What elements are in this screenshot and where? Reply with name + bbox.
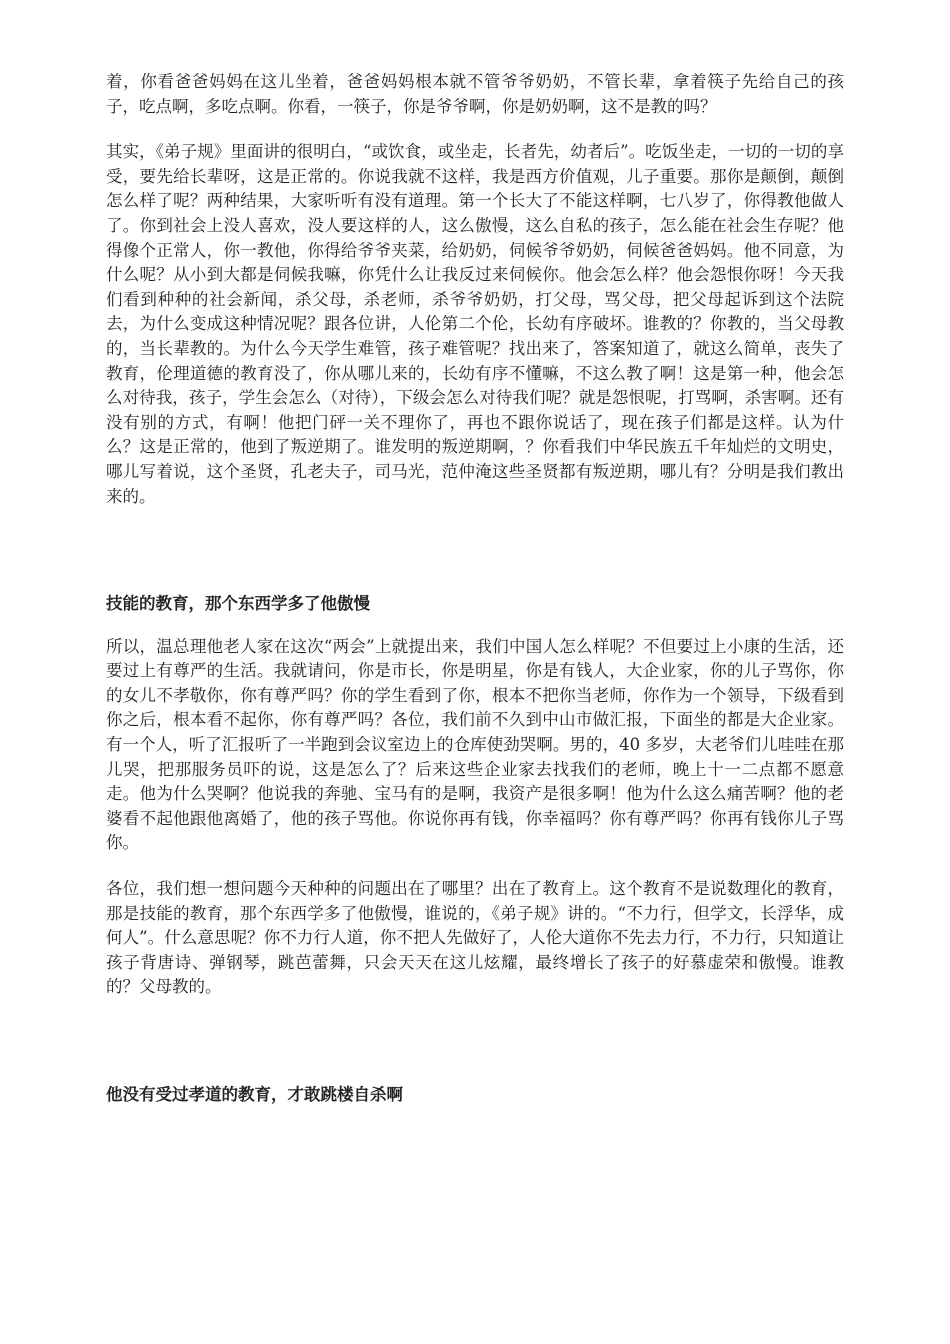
document-page — [106, 70, 844, 1108]
paragraph: 着，你看爸爸妈妈在这儿坐着，爸爸妈妈根本就不管爷爷奶奶，不管长辈，拿着筷子先给自己的孩子，吃点啊，多吃点啊。你看，一筷子，你是爷爷啊，你是奶奶啊，这不是教的吗？ — [106, 72, 844, 116]
spacer — [106, 617, 844, 635]
spacer — [106, 1021, 844, 1083]
section-heading: 他没有受过孝道的教育，才敢跳楼自杀啊 — [106, 1085, 403, 1104]
spacer — [106, 530, 844, 592]
section-heading: 技能的教育，那个东西学多了他傲慢 — [106, 594, 370, 614]
paragraph: 所以，温总理他老人家在这次“两会”上就提出来，我们中国人怎么样呢？不但要过上小康的生活，还要过上有尊严的生活。我就请问，你是市长，你是明星，你是有钱人，大企业家，你的儿子骂你，你的女儿不孝敬你，你有尊严吗？你的学生看到了你，根本不把你当老师，你作为一个领导，下级看到你之后，根本看不起你，你有尊严吗？各位，我们前不久到中山市做汇报，下面坐的都是大企业家。有一个人，听了汇报听了一半跑到会议室边上的仓库使劲哭啊。男的，40 多岁，大老爷们儿哇哇在那儿哭，把那服务员吓的说，这是怎么了？后来这些企业家去找我们的老师，晚上十一二点都不愿意走。他为什么哭啊？他说我的奔驰、宝马有的是啊，我资产是很多啊！他为什么这么痛苦啊？他的老婆看不起他跟他离婚了，他的孩子骂他。你说你再有钱，你幸福吗？你有尊严吗？你再有钱你儿子骂你。 — [106, 636, 844, 853]
paragraph: 其实，《弟子规》里面讲的很明白，“或饮食，或坐走，长者先，幼者后”。吃饭坐走，一切的一切的享受，要先给长辈呀，这是正常的。你说我就不这样，我是西方价值观，儿子重要。那你是颠倒，颠倒怎么样了呢？两种结果，大家听听有没有道理。第一个长大了不能这样啊，七八岁了，你得教他做人了。你到社会上没人喜欢，没人要这样的人，这么傲慢，这么自私的孩子，怎么能在社会生存呢？他得像个正常人，你一教他，你得给爷爷夹菜，给奶奶，伺候爷爷奶奶，伺候爸爸妈妈。他不同意，为什么呢？从小到大都是伺候我嘛，你凭什么让我反过来伺候你。他会怎么样？他会怨恨你呀！今天我们看到种种的社会新闻，杀父母，杀老师，杀爷爷奶奶，打父母，骂父母，把父母起诉到这个法院去，为什么变成这种情况呢？跟各位讲，人伦第二个伦，长幼有序破坏。谁教的？你教的，当父母教的，当长辈教的。为什么今天学生难管，孩子难管呢？找出来了，答案知道了，就这么简单，丧失了教育，伦理道德的教育没了，你从哪儿来的，长幼有序不懂嘛，不这么教了啊！这是第一种，他会怎么对待我，孩子，学生会怎么（对待），下级会怎么对待我们呢？就是怨恨呢，打骂啊，杀害啊。还有没有别的方式，有啊！他把门砰一关不理你了，再也不跟你说话了，现在孩子们都是这样。认为什么？这是正常的，他到了叛逆期了。谁发明的叛逆期啊，？你看我们中华民族五千年灿烂的文明史，哪儿写着说，这个圣贤，孔老夫子，司马光，范仲淹这些圣贤都有叛逆期，哪儿有？分明是我们教出来的。 — [106, 142, 844, 506]
paragraph: 各位，我们想一想问题今天种种的问题出在了哪里？出在了教育上。这个教育不是说数理化的教育，那是技能的教育，那个东西学多了他傲慢，谁说的，《弟子规》讲的。“不力行，但学文，长浮华，成何人”。什么意思呢？你不力行人道，你不把人先做好了，人伦大道你不先去力行，不力行，只知道让孩子背唐诗、弹钢琴，跳芭蕾舞，只会天天在这儿炫耀，最终增长了孩子的好慕虚荣和傲慢。谁教的？父母教的。 — [106, 879, 844, 997]
